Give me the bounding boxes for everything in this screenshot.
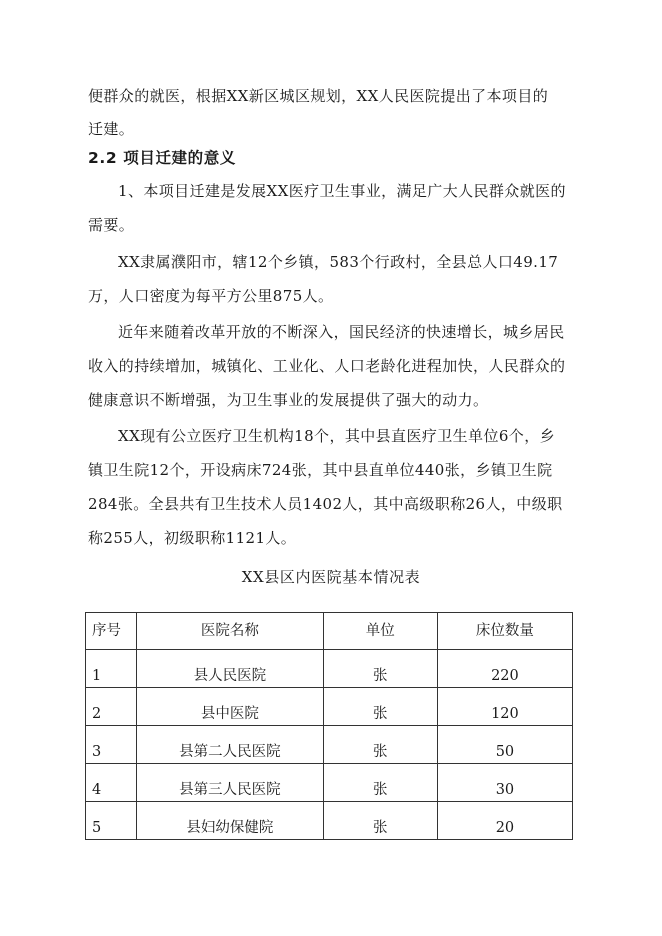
table-row — [86, 650, 573, 688]
paragraph-line: XX隶属濮阳市，辖12个乡镇，583个行政村，全县总人口49.17 — [118, 253, 559, 271]
cell-unit: 张 — [323, 650, 437, 688]
paragraph-line: 健康意识不断增强，为卫生事业的发展提供了强大的动力。 — [88, 391, 489, 409]
cell-name: 县人民医院 — [137, 650, 323, 688]
cell-beds: 20 — [437, 802, 572, 840]
cell-beds: 220 — [437, 650, 572, 688]
cell-unit: 张 — [323, 726, 437, 764]
cell-no: 5 — [86, 802, 137, 840]
paragraph-line: 称255人，初级职称1121人。 — [88, 529, 297, 547]
cell-name: 县中医院 — [137, 688, 323, 726]
table-caption: XX县区内医院基本情况表 — [241, 568, 421, 586]
hospital-table — [85, 612, 573, 840]
paragraph-line: 近年来随着改革开放的不断深入，国民经济的快速增长，城乡居民 — [118, 323, 565, 341]
cell-name: 县第二人民医院 — [137, 726, 323, 764]
cell-beds: 120 — [437, 688, 572, 726]
section-heading: 2.2 项目迁建的意义 — [88, 149, 236, 167]
cell-unit: 张 — [323, 688, 437, 726]
cell-beds: 30 — [437, 764, 572, 802]
cell-name: 县第三人民医院 — [137, 764, 323, 802]
paragraph-line: 需要。 — [88, 216, 135, 234]
table-header-row — [86, 613, 573, 650]
cell-no: 4 — [86, 764, 137, 802]
table-row — [86, 764, 573, 802]
header-beds: 床位数量 — [437, 613, 572, 650]
paragraph-line: 便群众的就医，根据XX新区城区规划，XX人民医院提出了本项目的 — [88, 87, 549, 105]
cell-no: 1 — [86, 650, 137, 688]
cell-unit: 张 — [323, 802, 437, 840]
header-no: 序号 — [86, 613, 137, 650]
cell-unit: 张 — [323, 764, 437, 802]
table-row — [86, 802, 573, 840]
paragraph-line: 万，人口密度为每平方公里875人。 — [88, 287, 334, 305]
header-unit: 单位 — [323, 613, 437, 650]
table-row — [86, 726, 573, 764]
paragraph-line: 镇卫生院12个，开设病床724张，其中县直单位440张，乡镇卫生院 — [88, 461, 553, 479]
paragraph-line: XX现有公立医疗卫生机构18个，其中县直医疗卫生单位6个，乡 — [118, 427, 555, 445]
paragraph-line: 迁建。 — [88, 120, 135, 138]
paragraph-line: 284张。全县共有卫生技术人员1402人，其中高级职称26人，中级职 — [88, 495, 563, 513]
table-row — [86, 688, 573, 726]
header-name: 医院名称 — [137, 613, 323, 650]
paragraph-line: 收入的持续增加，城镇化、工业化、人口老龄化进程加快，人民群众的 — [88, 357, 566, 375]
paragraph-line: 1、本项目迁建是发展XX医疗卫生事业，满足广大人民群众就医的 — [118, 182, 566, 200]
cell-name: 县妇幼保健院 — [137, 802, 323, 840]
cell-no: 3 — [86, 726, 137, 764]
cell-no: 2 — [86, 688, 137, 726]
cell-beds: 50 — [437, 726, 572, 764]
